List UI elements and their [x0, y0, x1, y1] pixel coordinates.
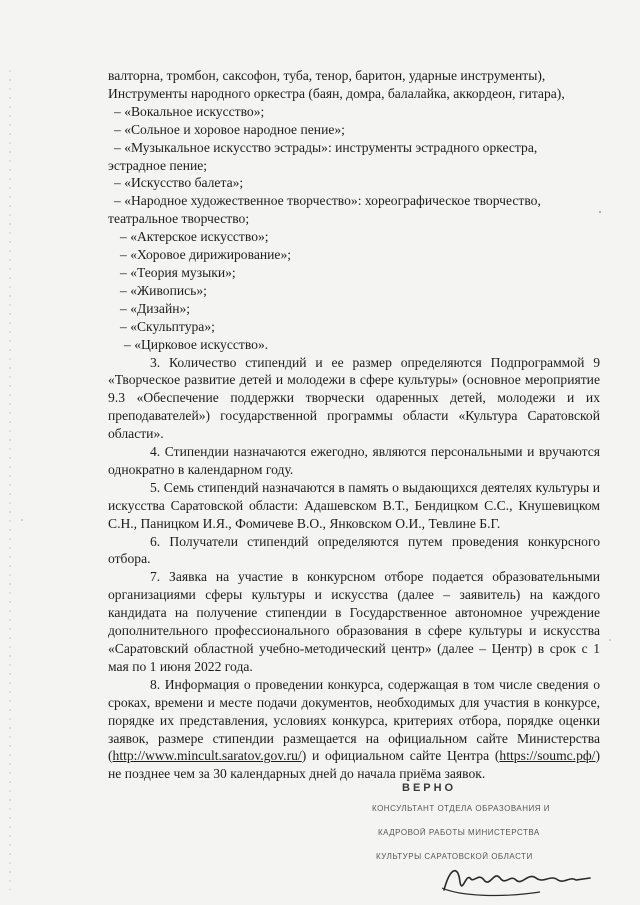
- stamp-title: ВЕРНО: [402, 782, 457, 794]
- list-item: – «Актерское искусство»;: [120, 229, 269, 245]
- list-item: – «Хоровое дирижирование»;: [120, 247, 292, 263]
- list-item: – «Дизайн»;: [120, 300, 191, 316]
- paragraph-8-text: ) и официальном сайте Центра (: [301, 748, 500, 764]
- handwritten-signature: [440, 858, 600, 900]
- paragraph-4: 4. Стипендии назначаются ежегодно, являются персональными и вручаются однократно в календарном году.: [108, 444, 600, 477]
- paragraph-6: 6. Получатели стипендий определяются путем проведения конкурсного отбора.: [108, 533, 600, 567]
- list-item: – «Вокальное искусство»;: [114, 103, 265, 119]
- text-line: Инструменты народного оркестра (баян, домра, балалайка, аккордеон, гитара),: [108, 85, 565, 101]
- text-line: валторна, тромбон, саксофон, туба, тенор, баритон, ударные инструменты),: [108, 68, 546, 83]
- ministry-link[interactable]: http://www.mincult.saratov.gov.ru/: [112, 748, 302, 764]
- scan-margin-mark: [6, 70, 14, 890]
- paragraph-8: [108, 676, 600, 783]
- document-body: [108, 67, 600, 783]
- paragraph-3: 3. Количество стипендий и ее размер определяются Подпрограммой 9 «Творческое развитие детей и молодежи в сфере культуры» (основное мероприятие 9.3 «Обеспечение поддержки творчески одаренных детей, молодежи и их преподавателей») государственной программы области «Культура Саратовской области».: [108, 354, 600, 442]
- paragraph-8-text: 8. Информация о проведении конкурса, содержащая в том числе сведения о сроках, времени и месте подачи документов, необходимых для участия в конкурсе, порядке их представления, условиях конкурса, критериях отбора, порядке оценки заявок, размере стипендии размещается на официальном сайте Министерства (: [108, 676, 600, 764]
- list-item: – «Сольное и хоровое народное пение»;: [114, 121, 345, 137]
- stamp-line: КОНСУЛЬТАНТ ОТДЕЛА ОБРАЗОВАНИЯ И: [372, 804, 551, 813]
- list-item: – «Цирковое искусство».: [124, 336, 269, 352]
- list-item: – «Музыкальное искусство эстрады»: инструменты эстрадного оркестра,: [114, 139, 538, 155]
- list-item: – «Живопись»;: [120, 282, 207, 298]
- center-link[interactable]: https://soumc.рф/: [499, 748, 596, 764]
- paragraph-5: 5. Семь стипендий назначаются в память о выдающихся деятелях культуры и искусства Саратовской области: Адашевском В.Т., Бендицком С.С., Кнушевицком С.Н., Паницком И.Я., Фомичеве В.О., Янковском О.И., Тевлине Б.Г.: [108, 479, 600, 531]
- stamp-line: КАДРОВОЙ РАБОТЫ МИНИСТЕРСТВА: [378, 828, 540, 837]
- stamp-line: КУЛЬТУРЫ САРАТОВСКОЙ ОБЛАСТИ: [376, 852, 533, 861]
- text-line: театральное творчество;: [108, 211, 250, 227]
- list-item: – «Искусство балета»;: [114, 175, 244, 191]
- list-item: – «Скульптура»;: [120, 318, 215, 334]
- paragraph-7: 7. Заявка на участие в конкурсном отборе подается образовательными организациями сферы культуры и искусства (далее – заявитель) на каждого кандидата на получение стипендии в Государственное автономное учреждение дополнительного профессионального образования в сфере культуры и искусства «Саратовский областной учебно-методический центр» (далее – Центр) в срок с 1 мая по 1 июня 2022 года.: [108, 569, 600, 674]
- list-item: – «Теория музыки»;: [120, 264, 236, 280]
- text-line: эстрадное пение;: [108, 157, 208, 173]
- list-item: – «Народное художественное творчество»: хореографическое творчество,: [114, 193, 541, 209]
- paragraph-8-text: ) не позднее чем за 30 календарных дней до начала приёма заявок.: [108, 748, 600, 782]
